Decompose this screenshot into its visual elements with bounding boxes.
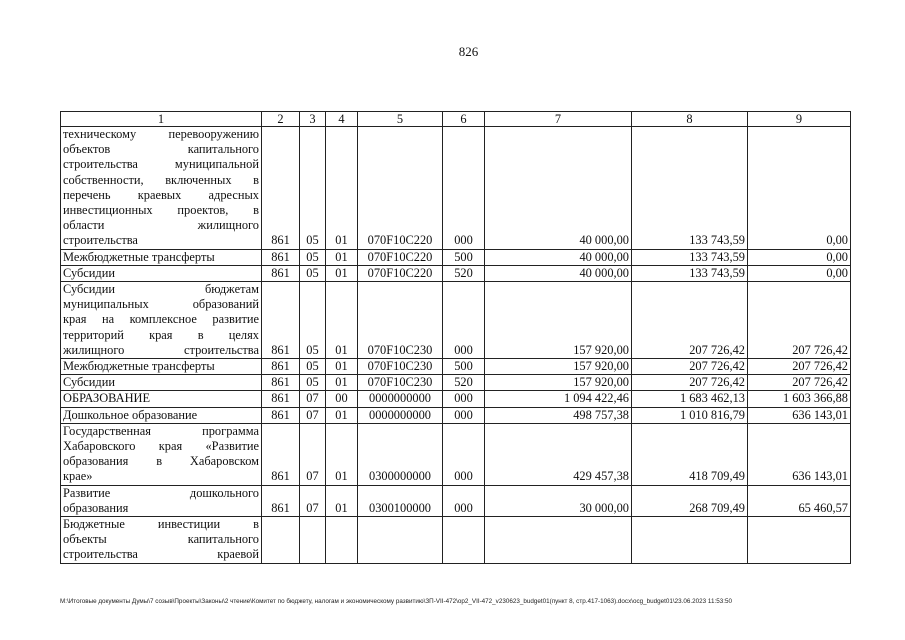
amount-col-9: 636 143,01	[748, 423, 851, 485]
target-article-code: 0300100000	[358, 485, 443, 516]
amount-col-8: 207 726,42	[632, 359, 748, 375]
section-code: 05	[300, 359, 326, 375]
target-article-code: 0000000000	[358, 391, 443, 407]
column-header-9: 9	[748, 112, 851, 127]
subsection-code: 00	[326, 391, 358, 407]
amount-col-8: 207 726,42	[632, 375, 748, 391]
section-code: 05	[300, 282, 326, 359]
target-article-code: 070F10C230	[358, 359, 443, 375]
table-row	[61, 359, 851, 375]
item-name-line: крае»	[63, 469, 93, 484]
table-row	[61, 517, 851, 564]
table-row	[61, 265, 851, 281]
subsection-code: 01	[326, 127, 358, 250]
target-article-code: 070F10C220	[358, 249, 443, 265]
section-code: 07	[300, 485, 326, 516]
item-name-line: Межбюджетные трансферты	[63, 249, 215, 264]
amount-col-8	[632, 517, 748, 564]
item-name-line: территорий края в целях	[63, 327, 259, 342]
amount-col-8: 1 683 462,13	[632, 391, 748, 407]
expense-type-code: 000	[443, 423, 485, 485]
column-header-7: 7	[485, 112, 632, 127]
department-code: 861	[262, 423, 300, 485]
item-name-line: Государственная программа	[63, 423, 259, 438]
amount-col-8: 133 743,59	[632, 249, 748, 265]
item-name-line: объектов капитального	[63, 142, 259, 157]
expense-type-code: 000	[443, 282, 485, 359]
expense-type-code: 000	[443, 391, 485, 407]
page-number: 826	[458, 44, 479, 59]
item-name-line: ОБРАЗОВАНИЕ	[63, 391, 151, 406]
amount-col-9: 65 460,57	[748, 485, 851, 516]
item-name	[61, 407, 262, 423]
table-header	[61, 112, 851, 127]
department-code: 861	[262, 375, 300, 391]
amount-col-8: 418 709,49	[632, 423, 748, 485]
table-row	[61, 407, 851, 423]
department-code	[262, 517, 300, 564]
expense-type-code: 520	[443, 375, 485, 391]
target-article-code	[358, 517, 443, 564]
item-name-line: края на комплексное развитие	[63, 312, 259, 327]
amount-col-8: 268 709,49	[632, 485, 748, 516]
item-name-line: Субсидии бюджетам	[63, 282, 259, 297]
item-name-line: строительства	[63, 233, 138, 248]
column-header-6: 6	[443, 112, 485, 127]
table-row	[61, 485, 851, 516]
amount-col-7: 40 000,00	[485, 249, 632, 265]
subsection-code: 01	[326, 282, 358, 359]
item-name-line: жилищного строительства	[63, 342, 259, 357]
item-name	[61, 375, 262, 391]
amount-col-7	[485, 517, 632, 564]
target-article-code: 0300000000	[358, 423, 443, 485]
item-name	[61, 517, 262, 564]
column-header-8: 8	[632, 112, 748, 127]
expense-type-code: 500	[443, 359, 485, 375]
column-header-1: 1	[61, 112, 262, 127]
table-row	[61, 375, 851, 391]
item-name-line: объекты капитального	[63, 532, 259, 547]
item-name-line: строительства краевой	[63, 547, 259, 562]
section-code: 05	[300, 127, 326, 250]
subsection-code	[326, 517, 358, 564]
item-name-line: Субсидии	[63, 265, 115, 280]
expense-type-code: 500	[443, 249, 485, 265]
department-code: 861	[262, 391, 300, 407]
expense-type-code: 000	[443, 485, 485, 516]
section-code	[300, 517, 326, 564]
item-name-line: муниципальных образований	[63, 297, 259, 312]
budget-table	[60, 111, 851, 564]
item-name	[61, 485, 262, 516]
item-name-line: техническому перевооружению	[63, 127, 259, 141]
department-code: 861	[262, 265, 300, 281]
section-code: 07	[300, 423, 326, 485]
amount-col-7: 40 000,00	[485, 127, 632, 250]
expense-type-code: 000	[443, 407, 485, 423]
item-name-line: строительства муниципальной	[63, 157, 259, 172]
target-article-code: 070F10C220	[358, 265, 443, 281]
amount-col-9: 0,00	[748, 265, 851, 281]
item-name	[61, 249, 262, 265]
item-name-line: Хабаровского края «Развитие	[63, 439, 259, 454]
target-article-code: 0000000000	[358, 407, 443, 423]
section-code: 05	[300, 265, 326, 281]
amount-col-9	[748, 517, 851, 564]
subsection-code: 01	[326, 249, 358, 265]
header-row	[61, 112, 851, 127]
amount-col-9: 0,00	[748, 127, 851, 250]
item-name	[61, 423, 262, 485]
column-header-5: 5	[358, 112, 443, 127]
department-code: 861	[262, 249, 300, 265]
amount-col-8: 207 726,42	[632, 282, 748, 359]
subsection-code: 01	[326, 423, 358, 485]
amount-col-9: 636 143,01	[748, 407, 851, 423]
item-name-line: Субсидии	[63, 375, 115, 390]
item-name-line: области жилищного	[63, 218, 259, 233]
subsection-code: 01	[326, 359, 358, 375]
item-name-line: перечень краевых адресных	[63, 187, 259, 202]
item-name	[61, 359, 262, 375]
column-header-2: 2	[262, 112, 300, 127]
department-code: 861	[262, 359, 300, 375]
amount-col-7: 157 920,00	[485, 375, 632, 391]
amount-col-7: 157 920,00	[485, 282, 632, 359]
amount-col-7: 429 457,38	[485, 423, 632, 485]
column-header-4: 4	[326, 112, 358, 127]
amount-col-7: 498 757,38	[485, 407, 632, 423]
amount-col-8: 1 010 816,79	[632, 407, 748, 423]
expense-type-code: 520	[443, 265, 485, 281]
item-name	[61, 282, 262, 359]
target-article-code: 070F10C220	[358, 127, 443, 250]
amount-col-8: 133 743,59	[632, 265, 748, 281]
item-name-line: собственности, включенных в	[63, 172, 259, 187]
amount-col-7: 30 000,00	[485, 485, 632, 516]
item-name	[61, 265, 262, 281]
table-row	[61, 391, 851, 407]
subsection-code: 01	[326, 265, 358, 281]
amount-col-7: 157 920,00	[485, 359, 632, 375]
item-name-line: образования	[63, 500, 129, 515]
column-header-3: 3	[300, 112, 326, 127]
expense-type-code: 000	[443, 127, 485, 250]
department-code: 861	[262, 282, 300, 359]
section-code: 05	[300, 375, 326, 391]
subsection-code: 01	[326, 485, 358, 516]
item-name-line: Межбюджетные трансферты	[63, 359, 215, 374]
department-code: 861	[262, 485, 300, 516]
table-row	[61, 282, 851, 359]
department-code: 861	[262, 407, 300, 423]
item-name-line: образования в Хабаровском	[63, 454, 259, 469]
subsection-code: 01	[326, 407, 358, 423]
item-name-line: Развитие дошкольного	[63, 485, 259, 500]
section-code: 07	[300, 407, 326, 423]
expense-type-code	[443, 517, 485, 564]
section-code: 05	[300, 249, 326, 265]
amount-col-9: 207 726,42	[748, 282, 851, 359]
subsection-code: 01	[326, 375, 358, 391]
item-name-line: инвестиционных проектов, в	[63, 203, 259, 218]
table-body	[61, 127, 851, 564]
amount-col-9: 1 603 366,88	[748, 391, 851, 407]
amount-col-7: 40 000,00	[485, 265, 632, 281]
table-row	[61, 127, 851, 250]
amount-col-8: 133 743,59	[632, 127, 748, 250]
amount-col-7: 1 094 422,46	[485, 391, 632, 407]
item-name	[61, 391, 262, 407]
item-name-line: Дошкольное образование	[63, 407, 198, 422]
amount-col-9: 207 726,42	[748, 375, 851, 391]
amount-col-9: 207 726,42	[748, 359, 851, 375]
department-code: 861	[262, 127, 300, 250]
target-article-code: 070F10C230	[358, 282, 443, 359]
target-article-code: 070F10C230	[358, 375, 443, 391]
item-name-line: Бюджетные инвестиции в	[63, 517, 259, 532]
section-code: 07	[300, 391, 326, 407]
item-name	[61, 127, 262, 250]
file-path-footer: M:\Итоговые документы Думы\7 созыв\Проекты\Законы\2 чтение\Комитет по бюджету, налогам и экономическому развитию\ЗП-VII-472\ор2_VII-472_v230623_budget01(пункт 8, стр.417-1063).docx\ocg_budget01\23.06.2023 11:53:50	[60, 598, 732, 605]
table-row	[61, 249, 851, 265]
table-row	[61, 423, 851, 485]
amount-col-9: 0,00	[748, 249, 851, 265]
